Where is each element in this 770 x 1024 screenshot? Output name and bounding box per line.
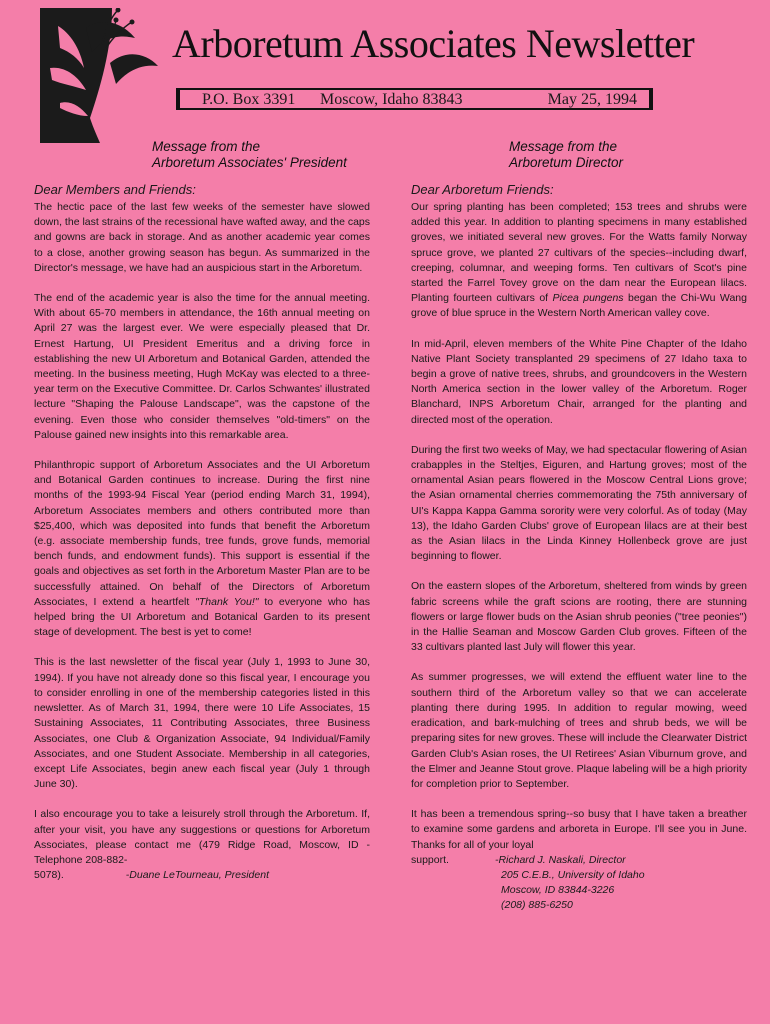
paragraph: [411, 200, 747, 322]
director-address-line: 205 C.E.B., University of Idaho: [501, 868, 645, 881]
director-address-line: Moscow, ID 83844-3226: [501, 884, 615, 897]
city-state-zip: Moscow, Idaho 83843: [320, 91, 463, 108]
paragraph-text: Philanthropic support of Arboretum Associates and the UI Arboretum and Botanical Garden continues to increase. During the first nine months of the 1993-94 Fiscal Year (period ending March 31, 1994), Arboretum Associates members and others contributed more than $25,400, which was deposited into funds that benefit the Arboretum (e.g. associate membership funds, tree funds, grove funds, memorial bench funds, and endowment funds). This support is essential if the goals and objectives as set forth in the Arboretum Master Plan are to be successfully attained. On behalf of the Directors of Arboretum Associates, I extend a heartfelt: [34, 459, 370, 608]
po-box: P.O. Box 3391: [202, 91, 296, 108]
heading-line: Message from the: [509, 139, 618, 154]
heading-line: Message from the: [152, 139, 261, 154]
director-signature: -Richard J. Naskali, Director: [494, 853, 626, 866]
paragraph: [411, 807, 747, 913]
greeting: Dear Arboretum Friends:: [411, 182, 554, 197]
paragraph: In mid-April, eleven members of the White Pine Chapter of the Idaho Native Plant Society transplanted 29 specimens of 27 Idaho taxa to begin a grove of native trees, shrubs, and groundcovers in the Western North America section in the lower valley of the Arboretum. Roger Blanchard, INPS Arboretum Chair, arranged for the planting and directed most of the operation.: [411, 337, 747, 426]
director-message-column: [411, 182, 747, 914]
lily-logo-icon: [40, 8, 165, 143]
address-bar: [176, 88, 653, 110]
paragraph: The end of the academic year is also the time for the annual meeting. With about 65-70 members in attendance, the 16th annual meeting on April 27 was the largest ever. We were especially pleased that Dr. Ernest Hartung, UI President Emeritus and a driving force in establishing the new UI Arboretum and Botanical Garden, attended the meeting. In the business meeting, Hugh McKay was elected to a three-year term on the Executive Committee. Dr. Carlos Schwantes' illustrated lecture "Shaping the Palouse Landscape", was the capstone of the evening. Even those who consider themselves "old-timers" on the Palouse gained new insights into this remarkable area.: [34, 292, 370, 441]
paragraph: As summer progresses, we will extend the effluent water line to the southern third of the Arboretum valley so that we can accelerate planting there during 1995. In addition to regular mowing, weed eradication, and bark-mulching of trees and shrub beds, we will be preparing sites for new groves. These will include the Clearwater District Garden Club's Asian roses, the UI Retirees' Asian Viburnum grove, and the Elmer and Jeanne Stout grove. Plaque labeling will be a high priority for completion prior to September.: [411, 671, 747, 790]
paragraph: During the first two weeks of May, we had spectacular flowering of Asian crabapples in the Steltjes, Eiguren, and Hartung groves; most of the ornamental Asian pears flowered in the Moscow Central Lions grove; the Asian ornamental cherries commemorating the 75th anniversary of UI's Kappa Kappa Gamma sorority were very colorful. As of today (May 13), the Idaho Garden Clubs' grove of European lilacs are at their best as the Asian lilacs in the Linda Kinney Hollenbeck grove are just beginning to flower.: [411, 443, 747, 563]
paragraph: [34, 458, 370, 640]
paragraph-text: It has been a tremendous spring--so busy that I have taken a breather to examine some gardens and arboreta in Europe. I'll see you in June. Thanks for all of your loyal: [411, 808, 747, 851]
paragraph-text: to everyone who has helped bring the UI Arboretum and Botanical Garden to its present stage of development. The best is yet to come!: [34, 595, 371, 639]
paragraph-text: Our spring planting has been completed; 153 trees and shrubs were added this year. In addition to planting specimens in many established groves, we initiated several new groves. For the Watts family Norway spruce grove, we planted 27 cultivars of the species--including dwarf, creeping, columnar, and weeping forms. Ten cultivars of Scot's pine started the Farrel Tovey grove on the dam near the European lilacs. Planting fourteen cultivars of: [411, 201, 747, 305]
paragraph-last-line: support.: [411, 853, 449, 866]
president-message-column: [34, 182, 370, 883]
heading-line: Arboretum Associates' President: [152, 155, 347, 170]
paragraph-last-line: 5078).: [34, 869, 64, 882]
paragraph: This is the last newsletter of the fiscal year (July 1, 1993 to June 30, 1994). If you have not already done so this fiscal year, I encourage you to consider enrolling in one of the membership categories listed in this newsletter. As of March 31, 1994, there were 10 Life Associates, 15 Sustaining Associates, 11 Contributing Associates, three Business Associates, one Club & Organization Associate, 94 Individual/Family Associates, and one Student Associate. Membership in all categories, except Life Associates, begin anew each fiscal year (July 1 through June 30).: [34, 656, 370, 791]
paragraph: [34, 807, 370, 883]
greeting: Dear Members and Friends:: [34, 182, 196, 197]
newsletter-title: Arboretum Associates Newsletter: [172, 21, 695, 66]
director-phone: (208) 885-6250: [501, 899, 573, 912]
species-name: Picea pungens: [552, 292, 624, 305]
paragraph-text: began the Chi-Wu Wang grove of blue spruce in the Western North American valley cove.: [411, 292, 747, 320]
paragraph: The hectic pace of the last few weeks of the semester have slowed down, the last strains of the recessional have wafted away, and the caps and gowns are back in storage. And as another academic year comes to a close, another growing season has begun. As summarized in the Director's message, we have had an auspicious start in the Arboretum.: [34, 201, 370, 274]
thank-you-emphasis: "Thank You!": [195, 595, 259, 608]
president-message-heading: [152, 139, 347, 171]
heading-line: Arboretum Director: [509, 155, 624, 170]
director-message-heading: [509, 139, 623, 171]
paragraph-text: I also encourage you to take a leisurely stroll through the Arboretum. If, after your visit, you have any suggestions or questions for Arboretum Associates, please contact me (479 Ridge Road, Moscow, ID - Telephone 208-882-: [34, 808, 370, 866]
president-signature: -Duane LeTourneau, President: [125, 869, 269, 882]
issue-date: May 25, 1994: [547, 91, 637, 108]
paragraph: On the eastern slopes of the Arboretum, sheltered from winds by green fabric screens while the graft scions are rooting, there are stunning flowers or large flower buds on the Asian shrub peonies ("tree peonies") in the Hallie Seaman and Moscow Garden Club groves. Fifteen of the 33 cultivars planted last July will flower this year.: [411, 580, 747, 654]
